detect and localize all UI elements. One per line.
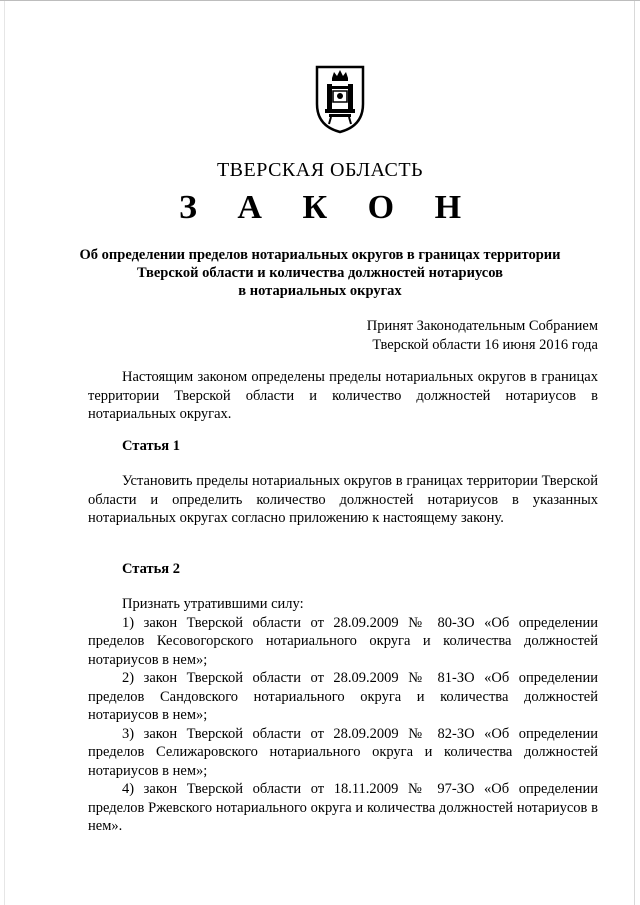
article-1-text: Установить пределы нотариальных округов в границах территории Тверской области и определить количество должностей нотариусов в указанных нотариальных округах согласно приложению к настоящему закону. [88, 473, 598, 526]
repealed-law-item: 3) закон Тверской области от 28.09.2009 № 82-ЗО «Об определении пределов Селижаровского нотариального округа и количества должностей нотариусов в нем»; [88, 725, 598, 779]
scan-edge-left [4, 1, 5, 905]
repealed-law-item: 1) закон Тверской области от 28.09.2009 № 80-ЗО «Об определении пределов Кесовогорского нотариального округа и количества должностей нотариусов в нем»; [88, 614, 598, 668]
region-name: ТВЕРСКАЯ ОБЛАСТЬ [216, 159, 424, 181]
scan-edge-right [634, 1, 635, 905]
repealed-law-item: 2) закон Тверской области от 28.09.2009 № 81-ЗО «Об определении пределов Сандовского нотариального округа и количества должностей нотариусов в нем»; [88, 670, 598, 723]
subtitle-line: в нотариальных округах [238, 283, 402, 299]
adoption-line: Принят Законодательным Собранием [366, 318, 598, 334]
article-2-intro: Признать утратившими силу: [122, 596, 304, 612]
coat-of-arms-emblem [314, 64, 366, 134]
document-type-title: З А К О Н [178, 189, 478, 226]
subtitle-line: Об определении пределов нотариальных округов в границах территории [79, 247, 561, 263]
repealed-law-item: 4) закон Тверской области от 18.11.2009 № 97-ЗО «Об определении пределов Ржевского нотариального округа и количества должностей нотариусов в нем». [88, 781, 598, 834]
subtitle-line: Тверской области и количества должностей нотариусов [137, 265, 503, 281]
article-2-heading: Статья 2 [122, 561, 180, 577]
article-2-body [88, 595, 598, 836]
preamble-paragraph: Настоящим законом определены пределы нотариальных округов в границах территории Тверской области и количество должностей нотариусов в нотариальных округах. [88, 369, 598, 422]
adoption-note [338, 317, 598, 355]
article-1-heading: Статья 1 [122, 438, 180, 454]
adoption-line: Тверской области 16 июня 2016 года [372, 337, 598, 353]
law-subtitle [70, 246, 570, 300]
